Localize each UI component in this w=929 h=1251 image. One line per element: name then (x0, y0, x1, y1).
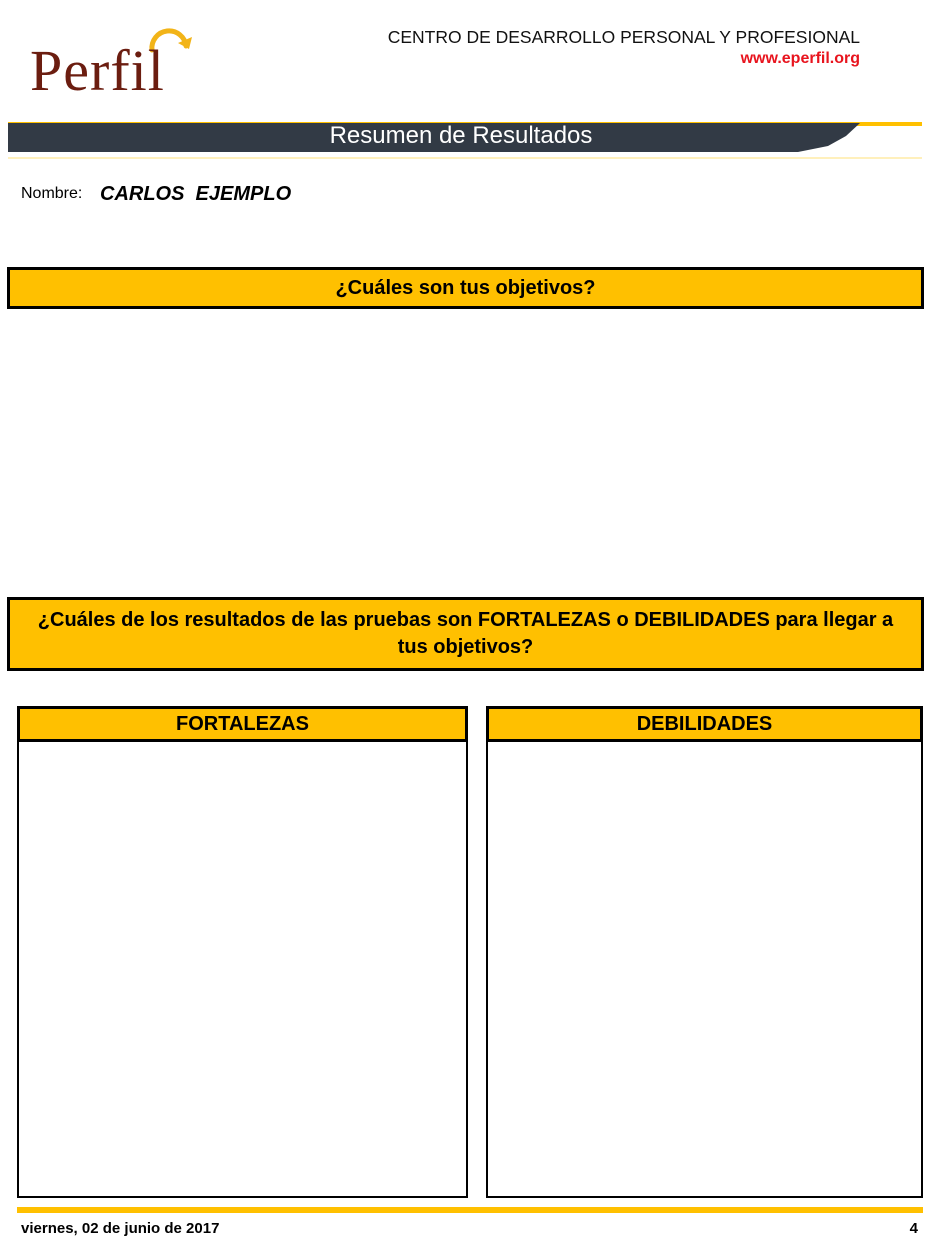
objectives-question-header: ¿Cuáles son tus objetivos? (7, 267, 924, 309)
weaknesses-header: DEBILIDADES (486, 706, 923, 742)
name-value: CARLOS EJEMPLO (100, 183, 292, 205)
organization-name: CENTRO DE DESARROLLO PERSONAL Y PROFESIONAL (387, 27, 860, 47)
name-label: Nombre: (21, 185, 83, 202)
page-number: 4 (909, 1220, 918, 1237)
strengths-weaknesses-question-header: ¿Cuáles de los resultados de las pruebas son FORTALEZAS o DEBILIDADES para llegar a tus objetivos? (7, 597, 924, 671)
organization-url[interactable]: www.eperfil.org (740, 50, 860, 67)
footer-date: viernes, 02 de junio de 2017 (21, 1220, 220, 1237)
footer-divider (17, 1207, 923, 1213)
page-title: Resumen de Resultados (329, 122, 593, 149)
strengths-box (17, 706, 468, 1198)
logo (22, 12, 212, 112)
strengths-header: FORTALEZAS (17, 706, 468, 742)
logo-text: Perfil (30, 38, 165, 103)
weaknesses-box (486, 706, 923, 1198)
